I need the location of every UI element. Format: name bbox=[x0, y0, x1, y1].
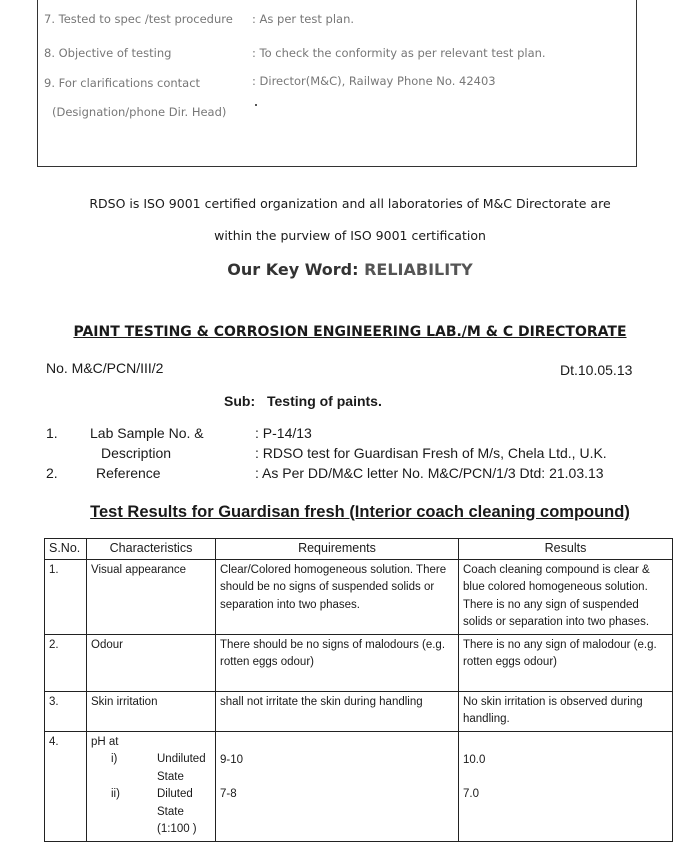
table-row bbox=[45, 559, 673, 634]
ph-sub-2-number: ii) bbox=[111, 788, 120, 800]
speck bbox=[255, 104, 257, 106]
row-requirement: shall not irritate the skin during handling bbox=[216, 691, 459, 731]
row-requirement: There should be no signs of malodours (e.g. rotten eggs odour) bbox=[216, 634, 459, 691]
item-1-description: : RDSO test for Guardisan Fresh of M/s, Chela Ltd., U.K. bbox=[255, 445, 607, 461]
ph-sub-2-condition: Diluted State (1:100 ) bbox=[157, 788, 197, 835]
row-characteristic: Visual appearance bbox=[87, 559, 216, 634]
item-2-number: 2. bbox=[46, 465, 58, 481]
row-sno: 1. bbox=[45, 559, 87, 634]
table-row bbox=[45, 731, 673, 841]
row-characteristic: Odour bbox=[87, 634, 216, 691]
table-row bbox=[45, 691, 673, 731]
row-requirement: Clear/Colored homogeneous solution. There should be no signs of suspended solids or separation into two phases. bbox=[216, 559, 459, 634]
ph-label: pH at bbox=[91, 735, 119, 748]
ph-sub-1-requirement: 9-10 bbox=[220, 753, 244, 766]
spec-value: : As per test plan. bbox=[252, 12, 355, 26]
subject-text: Testing of paints. bbox=[267, 393, 382, 409]
key-word bbox=[0, 260, 700, 279]
results-table bbox=[44, 538, 673, 842]
ph-sub-1-result: 10.0 bbox=[463, 753, 486, 766]
item-2-label: Reference bbox=[96, 465, 161, 481]
objective-value: : To check the conformity as per relevant test plan. bbox=[252, 46, 546, 60]
ph-sub-list bbox=[91, 751, 211, 839]
item-1-value: : P-14/13 bbox=[255, 425, 312, 441]
row-sno: 4. bbox=[45, 731, 87, 841]
ph-sub-1-condition: Undiluted State bbox=[157, 753, 206, 783]
item-1-number: 1. bbox=[46, 425, 58, 441]
iso-statement-line2: within the purview of ISO 9001 certification bbox=[214, 228, 486, 243]
ph-sub-2-requirement: 7-8 bbox=[220, 788, 237, 800]
document-date: Dt.10.05.13 bbox=[560, 362, 633, 378]
subject-label: Sub: bbox=[224, 393, 256, 409]
table-row bbox=[45, 634, 673, 691]
table-header-row bbox=[45, 539, 673, 560]
row-characteristic bbox=[87, 731, 216, 841]
contact-label: 9. For clarifications contact bbox=[44, 76, 201, 90]
lab-title: PAINT TESTING & CORROSION ENGINEERING LAB./M & C DIRECTORATE bbox=[73, 324, 627, 340]
row-requirement bbox=[216, 731, 459, 841]
objective-label: 8. Objective of testing bbox=[44, 46, 172, 60]
row-characteristic: Skin irritation bbox=[87, 691, 216, 731]
key-word-value: RELIABILITY bbox=[364, 260, 473, 279]
key-word-prefix: Our Key Word: bbox=[227, 260, 365, 279]
item-1-label: Lab Sample No. & bbox=[90, 425, 204, 441]
row-result: No skin irritation is observed during handling. bbox=[459, 691, 673, 731]
ph-sub-2-result: 7.0 bbox=[463, 788, 479, 800]
results-title: Test Results for Guardisan fresh (Interior coach cleaning compound) bbox=[90, 503, 630, 521]
designation-label: (Designation/phone Dir. Head) bbox=[52, 105, 227, 119]
header-characteristics: Characteristics bbox=[87, 539, 216, 560]
contact-value: : Director(M&C), Railway Phone No. 42403 bbox=[252, 74, 496, 88]
header-results: Results bbox=[459, 539, 673, 560]
reference-number: No. M&C/PCN/III/2 bbox=[46, 360, 164, 376]
row-result: There is no any sign of malodour (e.g. rotten eggs odour) bbox=[459, 634, 673, 691]
iso-statement-line1: RDSO is ISO 9001 certified organization and all laboratories of M&C Directorate are bbox=[89, 196, 611, 211]
item-1-label-cont: Description bbox=[101, 445, 172, 461]
row-sno: 2. bbox=[45, 634, 87, 691]
row-result bbox=[459, 731, 673, 841]
header-requirements: Requirements bbox=[216, 539, 459, 560]
spec-label: 7. Tested to spec /test procedure bbox=[44, 12, 233, 26]
header-sno: S.No. bbox=[45, 539, 87, 560]
row-sno: 3. bbox=[45, 691, 87, 731]
ph-sub-1-number: i) bbox=[111, 753, 118, 765]
row-result: Coach cleaning compound is clear & blue colored homogeneous solution. There is no any sign of suspended solids or separation into two phases. bbox=[459, 559, 673, 634]
item-2-value: : As Per DD/M&C letter No. M&C/PCN/1/3 Dtd: 21.03.13 bbox=[255, 465, 604, 481]
